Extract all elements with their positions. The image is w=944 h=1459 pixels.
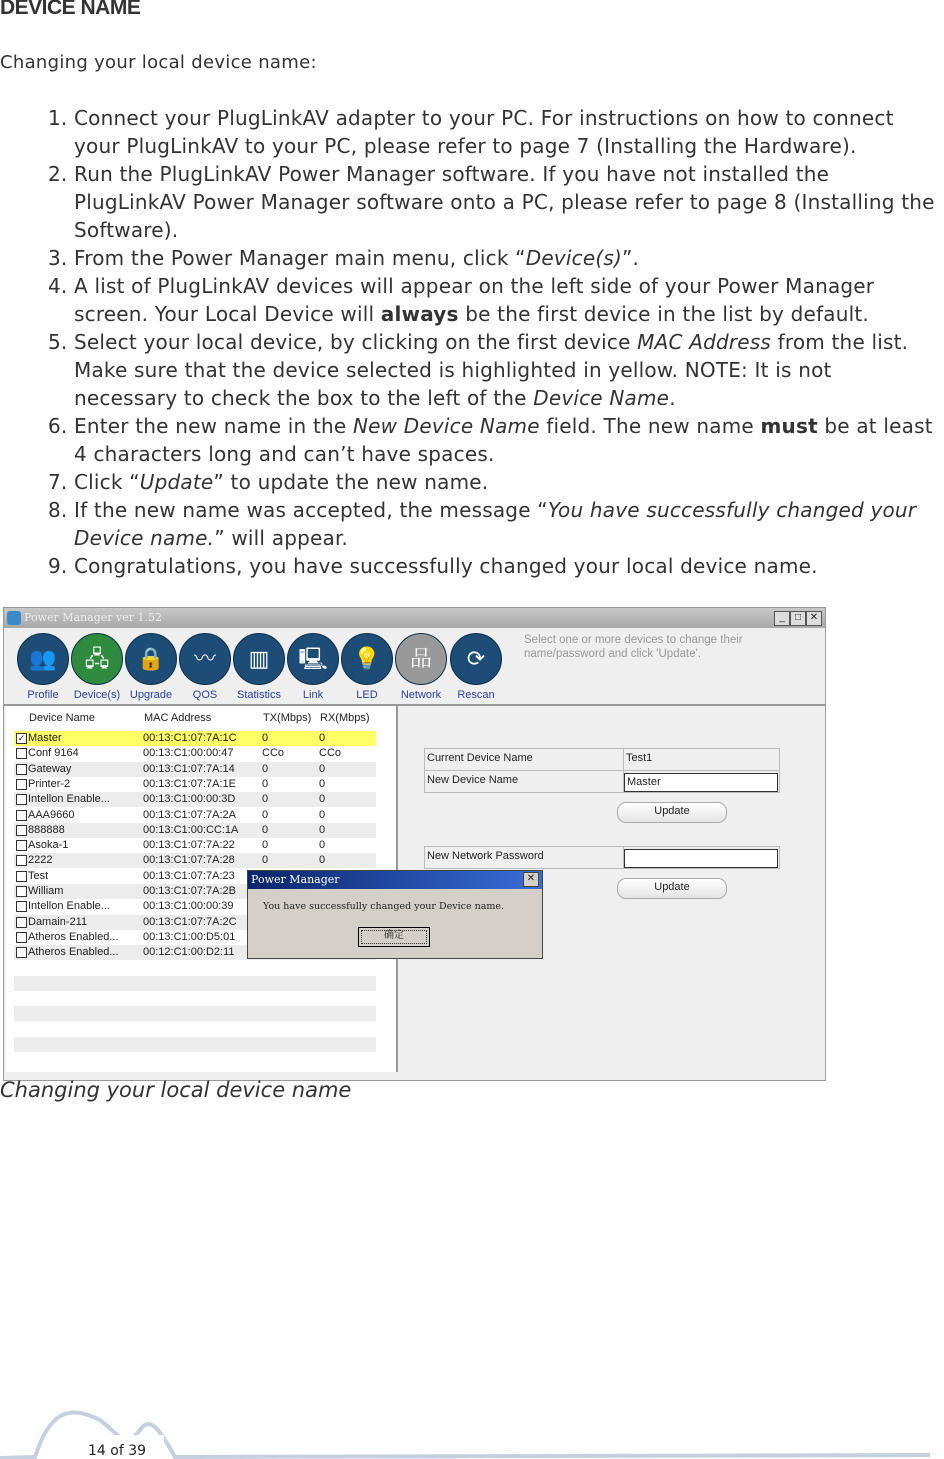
statistics-icon: ▥ xyxy=(233,633,285,685)
device-mac: 00:13:C1:00:00:39 xyxy=(143,900,234,913)
step-item xyxy=(74,496,940,552)
device-tx: CCo xyxy=(262,747,285,760)
device-rx: 0 xyxy=(319,823,326,836)
toolbar-label: LED xyxy=(356,689,378,701)
dialog-close-icon[interactable]: ✕ xyxy=(523,872,539,887)
dialog-title: Power Manager xyxy=(251,873,340,886)
device-row[interactable] xyxy=(14,762,376,777)
dialog-ok-button[interactable]: 确定 xyxy=(358,927,430,947)
toolbar-profile-button[interactable] xyxy=(16,633,70,701)
step-text: Device Name xyxy=(533,386,670,410)
device-checkbox[interactable] xyxy=(16,810,27,821)
toolbar-label: QOS xyxy=(192,689,218,701)
title-bar xyxy=(4,608,825,628)
dialog-title-bar xyxy=(248,871,542,889)
step-item xyxy=(74,160,940,244)
device-name: Gateway xyxy=(28,762,72,775)
device-row[interactable] xyxy=(14,746,376,761)
intro-text: Changing your local device name: xyxy=(0,52,317,73)
step-item xyxy=(74,552,940,580)
step-text: be at least 4 characters long and can’t have spaces. xyxy=(74,414,933,466)
device-mac: 00:13:C1:07:7A:2A xyxy=(143,808,236,821)
maximize-button[interactable]: □ xyxy=(790,611,806,626)
device-tx: 0 xyxy=(262,777,269,790)
device-name: Damain-211 xyxy=(28,915,88,928)
device-row[interactable] xyxy=(14,808,376,823)
device-name: Conf 9164 xyxy=(28,747,79,760)
step-text: must xyxy=(760,414,818,438)
empty-row xyxy=(14,991,376,1006)
current-name-value: Test1 xyxy=(623,748,780,771)
device-checkbox[interactable] xyxy=(16,917,27,928)
device-mac: 00:13:C1:00:00:47 xyxy=(143,747,234,760)
step-text: If the new name was accepted, the message “ xyxy=(74,498,548,522)
toolbar-statistics-button[interactable] xyxy=(232,633,286,701)
device-mac: 00:13:C1:07:7A:28 xyxy=(143,854,235,867)
people-icon: 👥 xyxy=(17,633,69,685)
device-tx: 0 xyxy=(262,793,269,806)
device-checkbox[interactable] xyxy=(16,779,27,790)
device-tx: 0 xyxy=(262,808,269,821)
window-title: Power Manager ver 1.52 xyxy=(24,611,162,624)
device-rx: 0 xyxy=(319,839,326,852)
device-name: 888888 xyxy=(28,823,65,836)
device-checkbox[interactable] xyxy=(16,932,27,943)
step-text: ” will appear. xyxy=(214,526,349,550)
toolbar-label: Rescan xyxy=(457,689,495,701)
step-text: ” to update the new name. xyxy=(213,470,489,494)
step-text: Update xyxy=(139,470,214,494)
empty-row xyxy=(14,976,376,991)
device-checkbox[interactable]: ✓ xyxy=(17,733,26,743)
led-icon: 💡 xyxy=(341,633,393,685)
step-item xyxy=(74,104,940,160)
device-checkbox[interactable] xyxy=(16,855,27,866)
password-input[interactable] xyxy=(624,849,778,868)
step-text: Connect your PlugLinkAV adapter to your PC. For instructions on how to connect your PlugLinkAV to your PC, please refer to page 7 (Installing the Hardware). xyxy=(74,106,894,158)
step-item xyxy=(74,272,940,328)
empty-row xyxy=(14,1006,376,1021)
hint-text: Select one or more devices to change their name/password and click 'Update'. xyxy=(524,634,743,660)
qos-icon: 〰 xyxy=(179,633,231,685)
figure-caption: Changing your local device name xyxy=(0,1078,352,1102)
step-text: MAC Address xyxy=(637,330,772,354)
device-tx: 0 xyxy=(262,854,269,867)
power-manager-window xyxy=(3,607,826,1081)
device-mac: 00:13:C1:07:7A:2B xyxy=(143,885,236,897)
toolbar-qos-button[interactable] xyxy=(178,633,232,701)
device-mac: 00:13:C1:07:7A:1C xyxy=(143,732,237,744)
step-text: Select your local device, by clicking on the first device xyxy=(74,330,638,354)
toolbar-label: Upgrade xyxy=(129,689,173,701)
device-checkbox[interactable] xyxy=(16,947,27,958)
device-checkbox[interactable] xyxy=(16,886,27,897)
toolbar-label: Network xyxy=(400,689,442,701)
device-name: Atheros Enabled... xyxy=(28,946,119,959)
device-checkbox[interactable] xyxy=(16,748,27,759)
toolbar-network-button[interactable] xyxy=(394,633,448,701)
page-heading: DEVICE NAME xyxy=(0,0,141,19)
device-row[interactable] xyxy=(14,853,376,868)
step-item xyxy=(74,468,940,496)
device-checkbox[interactable] xyxy=(16,901,27,912)
step-text: Congratulations, you have successfully changed your local device name. xyxy=(74,554,818,578)
device-rx: 0 xyxy=(319,808,326,821)
device-name: Master xyxy=(28,732,62,744)
device-rx: CCo xyxy=(319,747,342,760)
step-item xyxy=(74,412,940,468)
steps-list xyxy=(0,104,940,580)
step-text: field. The new name xyxy=(539,414,761,438)
device-name: Test xyxy=(28,869,49,882)
device-mac: 00:13:C1:00:00:3D xyxy=(143,793,236,806)
step-text: Click “ xyxy=(74,470,140,494)
success-dialog xyxy=(247,870,543,959)
minimize-button[interactable]: _ xyxy=(774,611,790,626)
page-number: 14 of 39 xyxy=(88,1443,147,1459)
device-tx: 0 xyxy=(262,762,269,775)
device-name: 2222 xyxy=(28,854,53,867)
toolbar-rescan-button[interactable] xyxy=(449,633,503,701)
device-checkbox[interactable] xyxy=(16,840,27,851)
device-mac: 00:13:C1:07:7A:1E xyxy=(143,777,236,790)
new-name-input[interactable]: Master xyxy=(624,773,778,792)
device-name: William xyxy=(28,885,64,897)
step-text: New Device Name xyxy=(352,414,540,438)
step-text: Run the PlugLinkAV Power Manager software. If you have not installed the PlugLinkAV Power Manager software onto a PC, please refer to page 8 (Installing the Software). xyxy=(74,162,935,242)
toolbar-label: Device(s) xyxy=(73,689,121,701)
device-row[interactable] xyxy=(14,838,376,853)
current-name-label: Current Device Name xyxy=(424,748,624,771)
step-text: ”. xyxy=(621,246,640,270)
device-checkbox[interactable] xyxy=(16,764,27,775)
device-mac: 00:13:C1:07:7A:23 xyxy=(143,869,235,882)
toolbar-label: Profile xyxy=(27,689,59,701)
link-icon: 🖳 xyxy=(287,633,339,685)
device-row[interactable] xyxy=(14,777,376,792)
rescan-icon: ⟳ xyxy=(450,633,502,685)
device-name: Atheros Enabled... xyxy=(28,930,119,943)
step-item xyxy=(74,328,940,412)
device-tx: 0 xyxy=(262,823,269,836)
device-mac: 00:13:C1:00:D5:01 xyxy=(143,930,236,943)
step-text: Device(s) xyxy=(525,246,622,270)
col-device-name[interactable]: Device Name xyxy=(29,712,96,724)
device-name: Intellon Enable... xyxy=(28,900,110,913)
update-password-button[interactable]: Update xyxy=(617,878,727,899)
device-mac: 00:13:C1:07:7A:14 xyxy=(143,762,235,775)
device-rx: 0 xyxy=(319,793,326,806)
toolbar-devices-button[interactable] xyxy=(70,633,124,701)
empty-row xyxy=(14,1037,376,1052)
password-label: New Network Password xyxy=(424,846,624,869)
device-mac: 00:13:C1:07:7A:2C xyxy=(143,915,237,928)
toolbar-label: Link xyxy=(302,689,324,701)
step-text: From the Power Manager main menu, click “ xyxy=(74,246,526,270)
step-item xyxy=(74,244,940,272)
new-name-label: New Device Name xyxy=(424,770,624,793)
step-text: always xyxy=(380,302,459,326)
device-mac: 00:13:C1:07:7A:22 xyxy=(143,839,235,852)
device-row[interactable] xyxy=(14,823,376,838)
close-button[interactable]: ✕ xyxy=(806,611,822,626)
device-tx: 0 xyxy=(262,732,269,744)
upgrade-icon: 🔒 xyxy=(125,633,177,685)
device-mac: 00:12:C1:00:D2:11 xyxy=(143,946,235,959)
device-checkbox[interactable] xyxy=(16,825,27,836)
device-rx: 0 xyxy=(319,777,326,790)
col-rx[interactable]: RX(Mbps) xyxy=(320,712,370,724)
step-text: You have successfully changed your Device name. xyxy=(74,498,917,550)
empty-row xyxy=(14,1022,376,1037)
device-mac: 00:13:C1:00:CC:1A xyxy=(143,823,239,836)
network-icon: 品 xyxy=(395,633,447,685)
device-row[interactable] xyxy=(14,792,376,807)
device-rx: 0 xyxy=(319,762,326,775)
toolbar-link-button[interactable] xyxy=(286,633,340,701)
empty-row xyxy=(14,961,376,976)
device-rx: 0 xyxy=(319,854,326,867)
toolbar-led-button[interactable] xyxy=(340,633,394,701)
col-tx[interactable]: TX(Mbps) xyxy=(263,712,312,724)
toolbar-upgrade-button[interactable] xyxy=(124,633,178,701)
toolbar-label: Statistics xyxy=(236,689,281,701)
device-name: Printer-2 xyxy=(28,777,71,790)
device-row[interactable] xyxy=(14,731,376,746)
step-text: . xyxy=(669,386,676,410)
devices-icon: 🖧 xyxy=(71,633,123,685)
device-name: Intellon Enable... xyxy=(28,793,110,806)
dialog-message: You have successfully changed your Device name. xyxy=(263,901,505,912)
device-name: Asoka-1 xyxy=(28,839,69,852)
step-text: Enter the new name in the xyxy=(74,414,353,438)
col-mac[interactable]: MAC Address xyxy=(144,712,212,724)
device-checkbox[interactable] xyxy=(16,871,27,882)
device-rx: 0 xyxy=(319,732,326,744)
device-checkbox[interactable] xyxy=(16,794,27,805)
device-name: AAA9660 xyxy=(28,808,75,821)
step-text: from the list. Make sure that the device selected is highlighted in yellow. NOTE: It is not necessary to check the box to the left of the xyxy=(74,330,909,410)
step-text: be the first device in the list by default. xyxy=(458,302,869,326)
update-name-button[interactable]: Update xyxy=(617,802,727,823)
device-tx: 0 xyxy=(262,839,269,852)
app-icon xyxy=(7,611,21,625)
step-text: A list of PlugLinkAV devices will appear on the left side of your Power Manager screen. Your Local Device will xyxy=(74,274,875,326)
